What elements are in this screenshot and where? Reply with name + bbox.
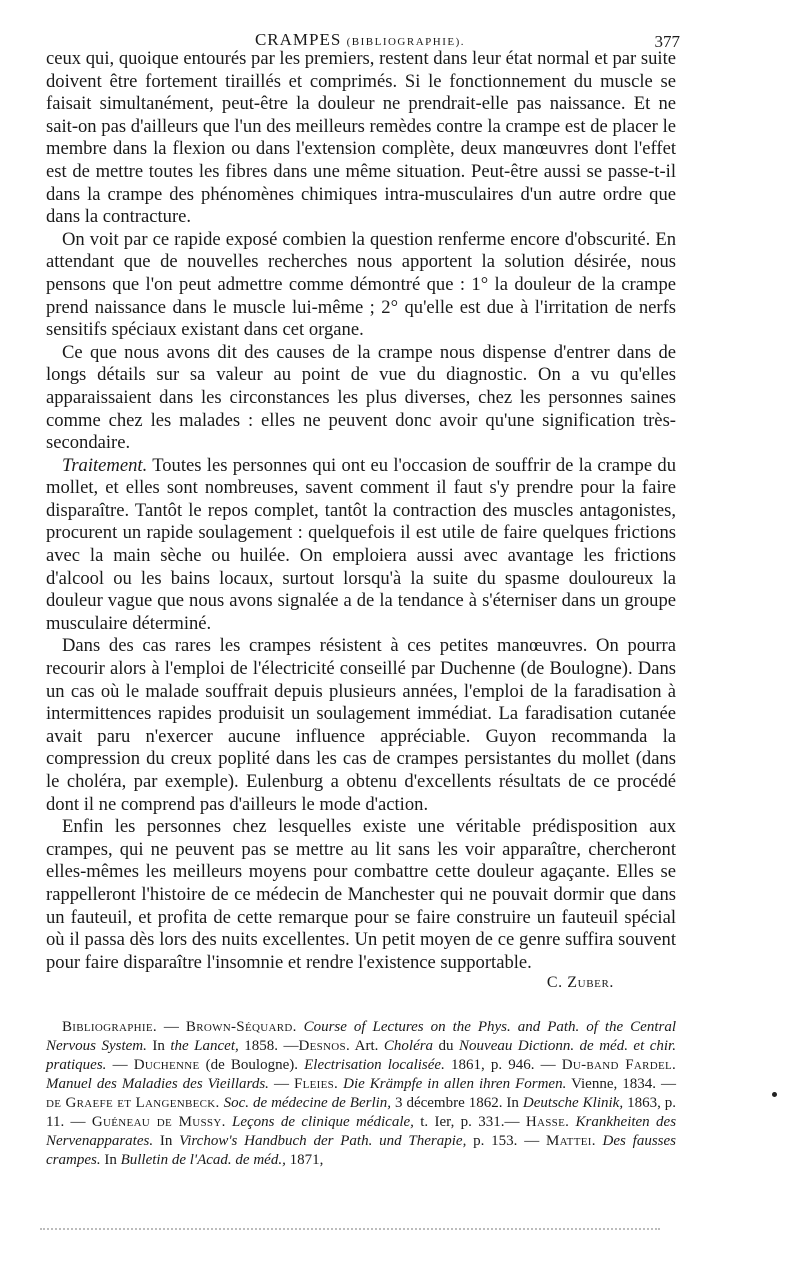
bibliography: [46, 1018, 676, 1170]
biblio-author: de Graefe et Langenbeck.: [46, 1095, 220, 1111]
bibliography-paragraph: Bibliographie. — Brown-Séquard. Course of Lectures on the Phys. and Path. of the Central Nervous System. In the Lancet, 1858. —Desnos. Art. Choléra du Nouveau Dictionn. de méd. et chir. pratiques. — Duchenne (de Boulogne). Electrisation localisée. 1861, p. 946. — Du-band Fardel. Manuel des Maladies des Vieillards. — Fleies. Die Krämpfe in allen ihren Formen. Vienne, 1834. — de Graefe et Langenbeck. Soc. de médecine de Berlin, 3 décembre 1862. In Deutsche Klinik, 1863, p. 11. — Guéneau de Mussy. Leçons de clinique médicale, t. Ier, p. 331.— Hasse. Krankheiten des Nervenapparates. In Virchow's Handbuch der Path. und Therapie, p. 153. — Mattei. Des fausses crampes. In Bulletin de l'Acad. de méd., 1871,: [46, 1019, 677, 1168]
author-signature: C. Zuber.: [546, 974, 614, 992]
biblio-text: p. 153. —: [473, 1133, 540, 1149]
section-heading-traitement: Traitement.: [62, 454, 148, 476]
biblio-title: Des fausses crampes.: [46, 1133, 677, 1168]
paragraph-3: Ce que nous avons dit des causes de la crampe nous dispense d'entrer dans de longs détails sur sa valeur au point de vue du diagnostic. On a vu qu'elles apparaissaient dans les circonstances les plus diverses, chez les personnes saines comme chez les malades : elles ne peuvent donc avoir qu'une signification très-secondaire.: [46, 341, 676, 454]
biblio-title: Die Krämpfe in allen ihren Formen.: [343, 1076, 567, 1092]
paragraph-5: Dans des cas rares les crampes résistent à ces petites manœuvres. On pourra recourir alors à l'emploi de l'électricité conseillé par Duchenne (de Boulogne). Dans un cas où le malade souffrait depuis plusieurs années, l'emploi de la faradisation à intermittences rapides produisit un soulagement immédiat. La faradisation cutanée avait paru n'exercer aucune influence appréciable. Guyon recommanda la compression du creux poplité dans les cas de crampes persistantes du mollet (dans le choléra, par exemple). Eulenburg a obtenu d'excellents résultats de ce procédé dont il ne comprend pas d'ailleurs le mode d'action.: [46, 635, 676, 815]
biblio-title: Leçons de clinique médicale,: [231, 1114, 414, 1130]
biblio-text: Vienne, 1834. —: [571, 1076, 677, 1092]
biblio-text: —: [273, 1076, 289, 1092]
biblio-text: In: [104, 1152, 117, 1168]
biblio-title: Course of Lectures on the Phys. and Path. of the Central Nervous System.: [46, 1019, 677, 1054]
biblio-text: 1871,: [289, 1152, 324, 1168]
bibliography-label: Bibliographie.: [62, 1019, 157, 1035]
biblio-author: Guéneau de Mussy.: [91, 1114, 226, 1130]
running-title-sub: (BIBLIOGRAPHIE).: [346, 36, 466, 48]
biblio-title: Krankheiten des Nervenapparates.: [46, 1114, 677, 1149]
biblio-text: 1861, p. 946. —: [450, 1057, 556, 1073]
footer-rule: [40, 1228, 660, 1230]
paragraph-4: [46, 455, 676, 636]
paragraph-1: ceux qui, quoique entourés par les premiers, restent dans leur état normal et par suite doivent être fortement tiraillés et comprimés. Si le fonctionnement du muscle se faisait simultanément, peut-être la douleur ne prendrait-elle pas naissance. Et ne sait-on pas d'ailleurs que l'un des meilleurs remèdes contre la crampe est de placer le membre dans la flexion ou dans l'extension complète, deux manœuvres dont l'effet est de mettre toutes les fibres dans une même situation. Peut-être aussi se passe-t-il dans la crampe des phénomènes chimiques intra-musculaires d'un autre ordre que dans la contracture.: [46, 48, 676, 228]
paragraph-2: On voit par ce rapide exposé combien la question renferme encore d'obscurité. En attendant que de nouvelles recherches nous apportent la solution désirée, nous pensons que l'on peut admettre comme démontré que : 1° la douleur de la crampe prend naissance dans le muscle lui-même ; 2° qu'elle est due à l'irritation de nerfs sensitifs spéciaux existant dans cet organe.: [46, 228, 676, 341]
biblio-title: Choléra: [383, 1038, 434, 1054]
running-title-main: CRAMPES: [254, 30, 342, 49]
biblio-text: In: [159, 1133, 173, 1149]
biblio-text: (de Boulogne).: [205, 1057, 298, 1073]
biblio-text: 3 décembre 1862. In: [395, 1095, 519, 1111]
biblio-text: —: [112, 1057, 128, 1073]
signature-line: [46, 974, 676, 994]
biblio-author: Fleies.: [293, 1076, 339, 1092]
biblio-text: In: [152, 1038, 165, 1054]
paragraph-4-text: Toutes les personnes qui ont eu l'occasion de souffrir de la crampe du mollet, et elles sont nombreuses, savent comment il faut s'y prendre pour la faire disparaître. Tantôt le repos complet, tantôt la contraction des muscles antagonistes, procurent un rapide soulagement : quelquefois il est utile de faire quelques frictions avec la main sèche ou huilée. On emploiera aussi avec avantage les frictions d'alcool ou les bains locaux, surtout lorsqu'à la suite du spasme douloureux la douleur vague que nous avons signalée a de la tendance à s'éterniser dans un groupe musculaire déterminé.: [46, 454, 676, 634]
biblio-title: Manuel des Maladies des Vieillards.: [46, 1076, 269, 1092]
biblio-journal: the Lancet,: [170, 1038, 239, 1054]
biblio-journal: Deutsche Klinik,: [522, 1095, 624, 1111]
biblio-title: Electrisation localisée.: [304, 1057, 445, 1073]
biblio-text: Art.: [354, 1038, 379, 1054]
biblio-title: Soc. de médecine de Berlin,: [223, 1095, 392, 1111]
page-number: 377: [654, 32, 680, 51]
paragraph-6: Enfin les personnes chez lesquelles existe une véritable prédisposition aux crampes, qui ne peuvent pas se mettre au lit sans les voir apparaître, chercheront elles-mêmes les meilleurs moyens pour combattre cette douleur agaçante. Elles se rappelleront l'histoire de ce médecin de Manchester qui ne pouvait dormir que dans un fauteuil, et profita de cette remarque pour se faire construire un fauteuil spécial où il passa dès lors des nuits excellentes. Un petit moyen de ce genre suffira souvent pour faire disparaître l'insomnie et rendre l'existence supportable.: [46, 816, 676, 973]
biblio-journal: Bulletin de l'Acad. de méd.,: [120, 1152, 286, 1168]
biblio-author: Du-band Fardel.: [561, 1057, 677, 1073]
running-title: [40, 30, 680, 50]
biblio-journal: Virchow's Handbuch der Path. und Therapie,: [179, 1133, 467, 1149]
biblio-text: 1863, p. 11. —: [46, 1095, 677, 1130]
biblio-author: Hasse.: [525, 1114, 570, 1130]
biblio-text: du: [438, 1038, 454, 1054]
biblio-journal: Nouveau Dictionn. de méd. et chir. pratiques.: [46, 1038, 676, 1073]
biblio-author: Desnos.: [298, 1038, 350, 1054]
biblio-author: Mattei.: [546, 1133, 596, 1149]
biblio-text: t. Ier, p. 331.—: [420, 1114, 520, 1130]
main-text: [46, 48, 676, 994]
margin-dot: [772, 1092, 777, 1097]
biblio-author: Duchenne: [133, 1057, 200, 1073]
biblio-author: Brown-Séquard.: [185, 1019, 297, 1035]
biblio-text: 1858. —: [244, 1038, 299, 1054]
